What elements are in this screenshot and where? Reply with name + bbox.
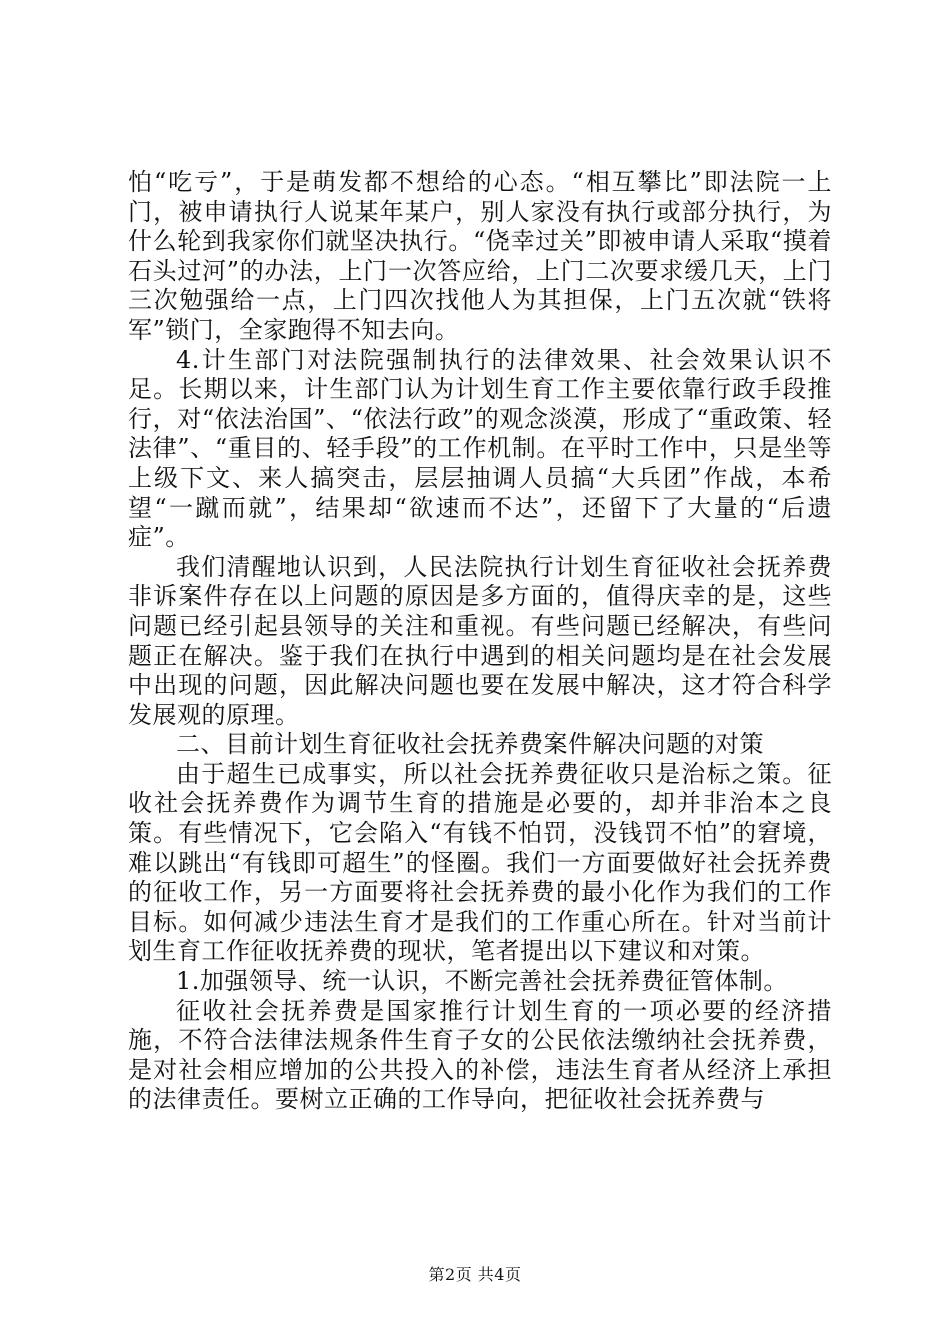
page-number-footer: 第2页 共4页 xyxy=(428,1265,522,1284)
paragraph-summary: 我们清醒地认识到，人民法院执行计划生育征收社会抚养费非诉案件存在以上问题的原因是多方面的，值得庆幸的是，这些问题已经引起县领导的关注和重视。有些问题已经解决，有些问题正在解决。鉴于我们在执行中遇到的相关问题均是在社会发展中出现的问题，因此解决问题也要在发展中解决，这才符合科学发展观的原理。 xyxy=(128,552,832,729)
subheading-item-1: 1.加强领导、统一认识，不断完善社会抚养费征管体制。 xyxy=(176,967,788,996)
paragraph-continuation: 怕“吃亏”，于是萌发都不想给的心态。“相互攀比”即法院一上门，被申请执行人说某年某户，别人家没有执行或部分执行，为什么轮到我家你们就坚决执行。“侥幸过关”即被申请人采取“摸着石头过河”的办法，上门一次答应给，上门二次要求缓几天，上门三次勉强给一点，上门四次找他人为其担保，上门五次就“铁将军”锁门，全家跑得不知去向。 xyxy=(128,168,832,344)
paragraph-countermeasures-intro: 由于超生已成事实，所以社会抚养费征收只是治标之策。征收社会抚养费作为调节生育的措施是必要的，却并非治本之良策。有些情况下，它会陷入“有钱不怕罚，没钱罚不怕”的窘境，难以跳出“有钱即可超生”的怪圈。我们一方面要做好社会抚养费的征收工作，另一方面要将社会抚养费的最小化作为我们的工作目标。如何减少违法生育才是我们的工作重心所在。针对当前计划生育工作征收抚养费的现状，笔者提出以下建议和对策。 xyxy=(128,759,832,966)
document-body xyxy=(128,168,832,1115)
paragraph-item-4: 4.计生部门对法院强制执行的法律效果、社会效果认识不足。长期以来，计生部门认为计划生育工作主要依靠行政手段推行，对“依法治国”、“依法行政”的观念淡漠，形成了“重政策、轻法律”、“重目的、轻手段”的工作机制。在平时工作中，只是坐等上级下文、来人搞突击，层层抽调人员搞“大兵团”作战，本希望“一蹴而就”，结果却“欲速而不达”，还留下了大量的“后遗症”。 xyxy=(128,345,832,552)
section-heading-2: 二、目前计划生育征收社会抚养费案件解决问题的对策 xyxy=(176,730,764,759)
paragraph-item-1-body: 征收社会抚养费是国家推行计划生育的一项必要的经济措施，不符合法律法规条件生育子女的公民依法缴纳社会抚养费，是对社会相应增加的公共投入的补偿，违法生育者从经济上承担的法律责任。要树立正确的工作导向，把征收社会抚养费与 xyxy=(128,996,832,1114)
